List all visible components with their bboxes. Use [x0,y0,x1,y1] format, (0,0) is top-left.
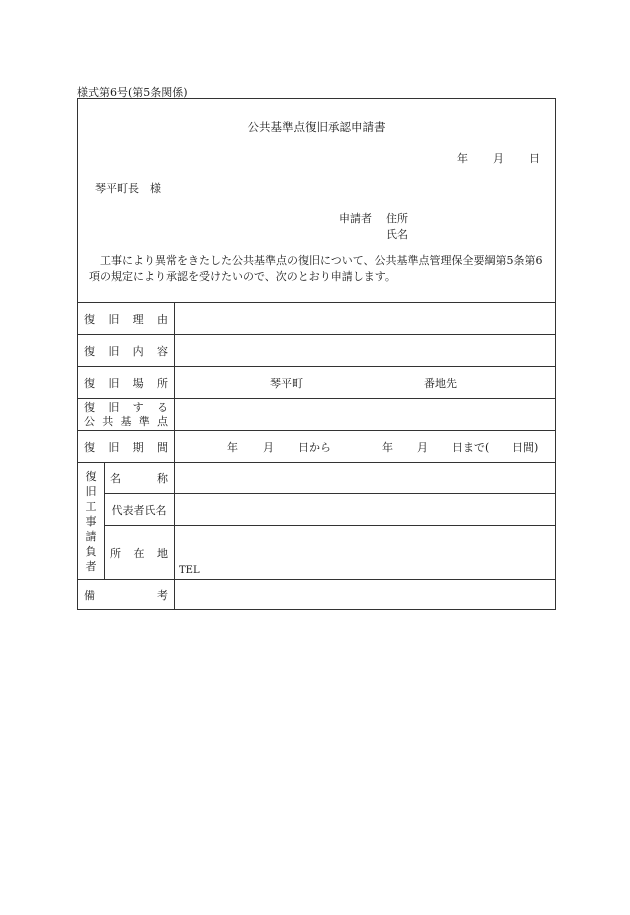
representative-field[interactable] [174,494,555,525]
remarks-field[interactable] [174,580,555,610]
tel-label: TEL [179,565,200,576]
representative-label: 代表者氏名 [111,503,167,517]
addressee: 琴平町長 様 [95,182,161,195]
contractor-vertical-label: 復 旧 工 事 請 負 者 [85,469,97,573]
date-year: 年 [457,152,468,165]
row-label-reason: 復 旧 理 由 [84,312,168,326]
period-end-day: 日まで( [452,440,490,454]
period-end-month: 月 [417,440,428,454]
date-month: 月 [493,152,504,165]
date-day: 日 [529,152,540,165]
applicant-label: 申請者 [339,212,372,225]
row-label-content: 復 旧 内 容 [84,344,168,358]
form-title: 公共基準点復旧承認申請書 [247,120,386,134]
reason-field[interactable] [174,303,555,334]
contractor-name-field[interactable] [174,463,555,493]
period-field[interactable] [174,431,555,462]
period-start-day: 日から [298,440,331,454]
form-number-label: 様式第6号(第5条関係) [77,86,188,99]
application-statement: 工事により異常をきたした公共基準点の復旧について、公共基準点管理保全要綱第5条第6項の規定により承認を受けたいので、次のとおり申請します。 [89,254,543,283]
applicant-name-label: 氏名 [386,228,408,241]
period-start-month: 月 [263,440,274,454]
location-field[interactable] [174,367,555,398]
period-end-year: 年 [382,440,393,454]
period-days: 日間) [512,440,539,454]
reference-point-field[interactable] [174,399,555,430]
applicant-address-label: 住所 [386,212,408,225]
contractor-address-label: 所 在 地 [110,546,168,560]
row-label-period: 復 旧 期 間 [84,440,168,454]
period-start-year: 年 [227,440,238,454]
row-label-reference-point: 復 旧 す る 公 共 基 準 点 [84,400,168,428]
location-town: 琴平町 [270,376,303,390]
content-field[interactable] [174,335,555,366]
location-banchi: 番地先 [424,376,457,390]
contractor-address-field[interactable] [174,526,555,579]
row-label-remarks: 備 考 [84,589,168,602]
contractor-name-label: 名 称 [110,472,168,485]
application-form [77,98,556,610]
row-label-location: 復 旧 場 所 [84,376,168,390]
